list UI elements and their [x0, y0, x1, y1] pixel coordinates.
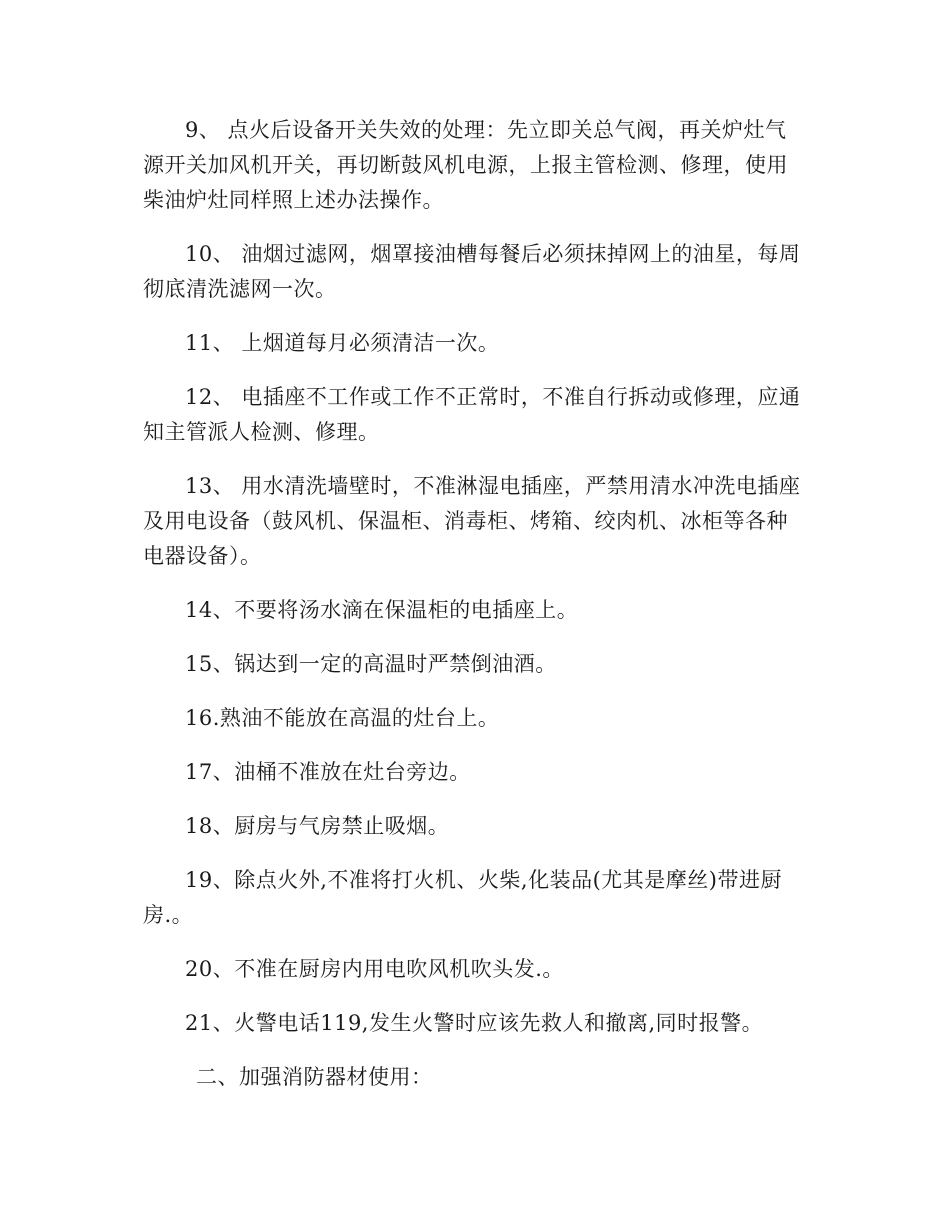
paragraph-item-20: 20、不准在厨房内用电吹风机吹头发.。 [185, 957, 564, 981]
paragraph-item-9: 9、 点火后设备开关失效的处理：先立即关总气阀，再关炉灶气源开关加风机开关，再切断鼓风机电源，上报主管检测、修理，使用柴油炉灶同样照上述办法操作。 [143, 118, 788, 212]
paragraph-item-11: 11、 上烟道每月必须清洁一次。 [185, 331, 500, 355]
paragraph-item-15: 15、锅达到一定的高温时严禁倒油酒。 [185, 652, 557, 676]
paragraph-item-17: 17、油桶不准放在灶台旁边。 [185, 760, 471, 784]
paragraph-item-14: 14、不要将汤水滴在保温柜的电插座上。 [185, 598, 579, 622]
paragraph-item-19: 19、除点火外,不准将打火机、火柴,化装品(尤其是摩丝)带进厨房.。 [143, 868, 782, 927]
section-heading: 二、加强消防器材使用： [196, 1065, 433, 1089]
paragraph-item-12: 12、 电插座不工作或工作不正常时，不准自行拆动或修理，应通知主管派人检测、修理。 [143, 385, 801, 444]
paragraph-item-16: 16.熟油不能放在高温的灶台上。 [185, 706, 500, 730]
paragraph-item-21: 21、火警电话119,发生火警时应该先救人和撤离,同时报警。 [185, 1011, 764, 1035]
paragraph-item-10: 10、 油烟过滤网，烟罩接油槽每餐后必须抹掉网上的油星，每周彻底清洗滤网一次。 [143, 242, 801, 301]
paragraph-item-18: 18、厨房与气房禁止吸烟。 [185, 814, 450, 838]
paragraph-item-13: 13、 用水清洗墙壁时，不准淋湿电插座，严禁用清水冲洗电插座及用电设备（鼓风机、保温柜、消毒柜、烤箱、绞肉机、冰柜等各种电器设备）。 [143, 474, 801, 568]
